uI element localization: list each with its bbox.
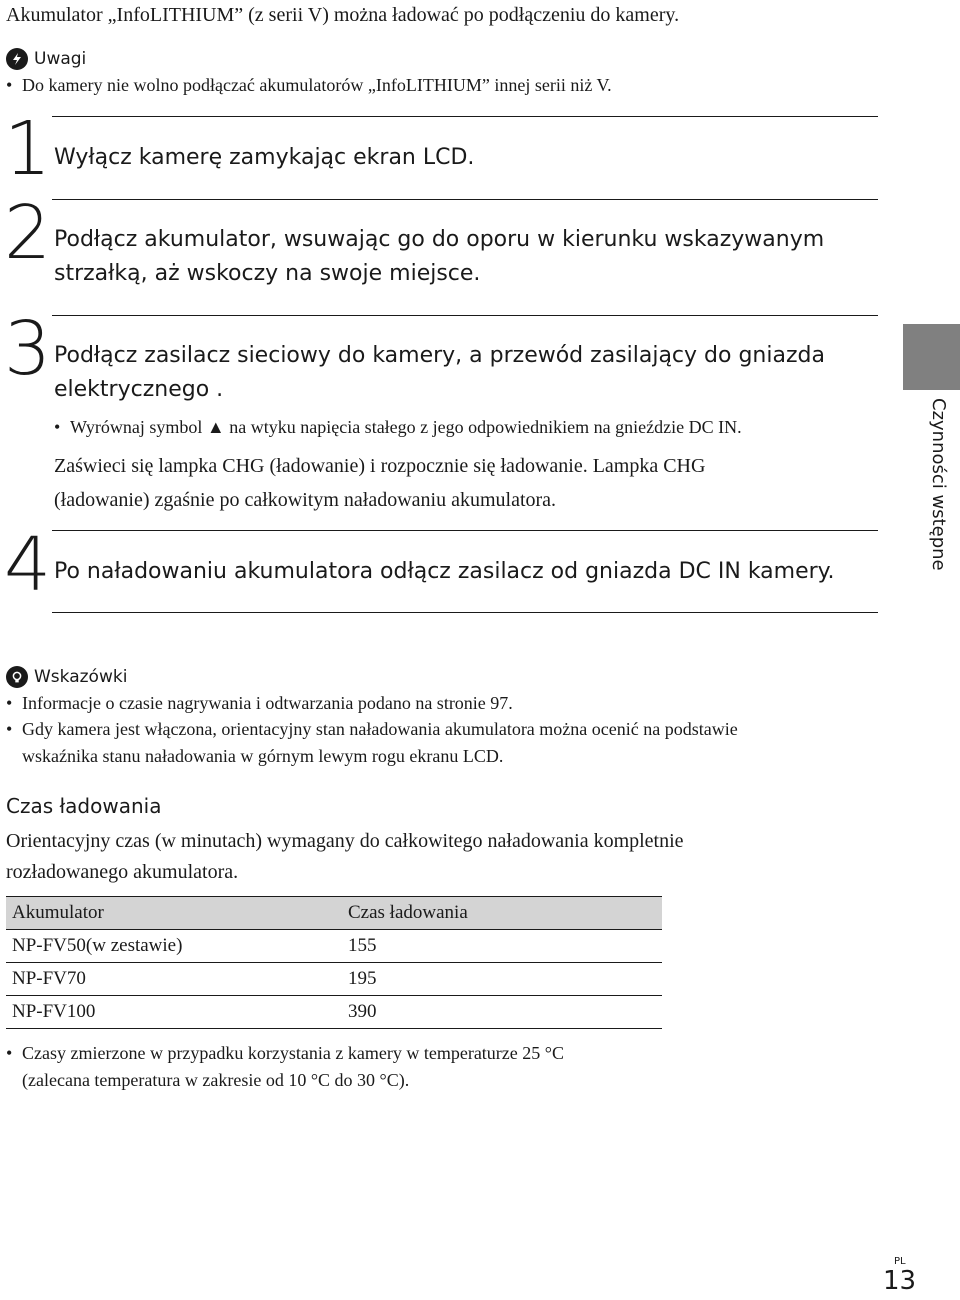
table-cell: 390: [342, 996, 662, 1029]
table-header-row: [6, 897, 662, 930]
section-title: Czas ładowania: [6, 794, 162, 818]
table-row: [6, 963, 662, 996]
step-3-text: elektrycznego .: [54, 377, 224, 402]
section-description: Orientacyjny czas (w minutach) wymagany do całkowitego naładowania kompletnie: [6, 830, 684, 852]
intro-text: Akumulator „InfoLITHIUM” (z serii V) można ładować po podłączeniu do kamery.: [6, 4, 680, 26]
divider: [52, 315, 878, 316]
step-number: 4: [4, 522, 52, 608]
step-2-text: strzałką, aż wskoczy na swoje miejsce.: [54, 261, 481, 286]
column-header: Akumulator: [6, 897, 342, 930]
divider: [52, 116, 878, 117]
table-cell: NP-FV70: [6, 963, 342, 996]
section-tab-marker: [903, 324, 960, 390]
footnote: • Czasy zmierzone w przypadku korzystania z kamery w temperaturze 25 °C: [6, 1043, 564, 1063]
notes-heading: [6, 46, 86, 72]
step-4-text: Po naładowaniu akumulatora odłącz zasilacz od gniazda DC IN kamery.: [54, 559, 835, 584]
step-3-body: (ładowanie) zgaśnie po całkowitym naładowaniu akumulatora.: [54, 489, 557, 511]
step-number: 1: [4, 106, 52, 192]
table-cell: 195: [342, 963, 662, 996]
notes-title: Uwagi: [34, 49, 87, 69]
step-1-text: Wyłącz kamerę zamykając ekran LCD.: [54, 145, 475, 170]
divider: [52, 530, 878, 531]
language-code: PL: [894, 1256, 906, 1267]
step-3-text: Podłącz zasilacz sieciowy do kamery, a przewód zasilający do gniazda: [54, 343, 825, 368]
section-description: rozładowanego akumulatora.: [6, 861, 239, 883]
note-item: • Do kamery nie wolno podłączać akumulatorów „InfoLITHIUM” innej serii niż V.: [6, 75, 612, 95]
step-number: 2: [4, 190, 52, 276]
lightbulb-icon: [6, 666, 28, 688]
triangle-icon: ▲: [206, 417, 225, 437]
divider: [52, 199, 878, 200]
section-tab-label: Czynności wstępne: [928, 398, 949, 571]
tip-item-continued: wskaźnika stanu naładowania w górnym lewym rogu ekranu LCD.: [22, 746, 504, 766]
tip-item: • Gdy kamera jest włączona, orientacyjny stan naładowania akumulatora można ocenić na podstawie: [6, 719, 738, 739]
warning-icon: [6, 48, 28, 70]
footnote-continued: (zalecana temperatura w zakresie od 10 °C do 30 °C).: [22, 1070, 410, 1090]
column-header: Czas ładowania: [342, 897, 662, 930]
step-3-body: Zaświeci się lampka CHG (ładowanie) i rozpocznie się ładowanie. Lampka CHG: [54, 455, 706, 477]
divider: [52, 612, 878, 613]
table-row: [6, 996, 662, 1029]
table-cell: 155: [342, 930, 662, 963]
tip-item: • Informacje o czasie nagrywania i odtwarzania podano na stronie 97.: [6, 693, 513, 713]
step-2-text: Podłącz akumulator, wsuwając go do oporu w kierunku wskazywanym: [54, 227, 825, 252]
table-row: [6, 930, 662, 963]
tips-heading: [6, 664, 127, 690]
tips-title: Wskazówki: [34, 667, 128, 687]
step-number: 3: [4, 306, 52, 392]
charging-time-table: [6, 896, 662, 1029]
step-3-subitem: • Wyrównaj symbol ▲ na wtyku napięcia stałego z jego odpowiednikiem na gnieździe DC IN.: [54, 417, 742, 437]
table-cell: NP-FV50(w zestawie): [6, 930, 342, 963]
page-number: 13: [883, 1266, 917, 1296]
table-cell: NP-FV100: [6, 996, 342, 1029]
